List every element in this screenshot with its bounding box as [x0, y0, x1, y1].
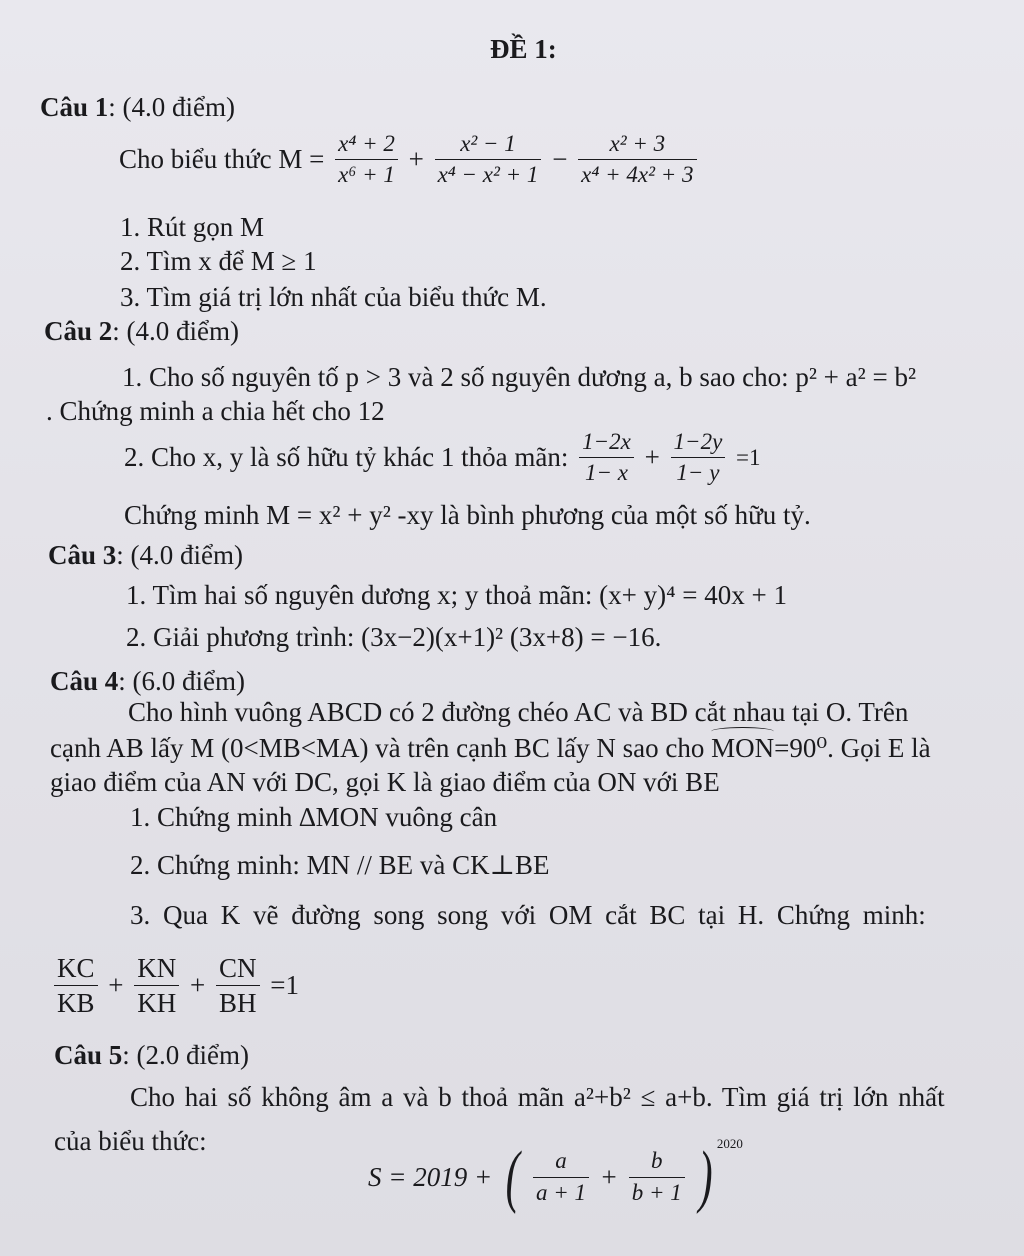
q2-item-2-text: 2. Cho x, y là số hữu tỷ khác 1 thỏa mãn: [124, 442, 569, 473]
q4-ratio-cn-bh: $\frac{CN}{BH}$ [216, 954, 260, 1018]
q2-fraction-a: $\frac{1-2x}{1- x}$ [579, 430, 634, 485]
q2-item-2: 2. Cho x, y là số hữu tỷ khác 1 thỏa mãn: $\frac{1-2x}{1- x}$ + $\frac{1-2y}{1- y}$ =1 [124, 429, 761, 486]
q5-points: : (2.0 điểm) [122, 1040, 249, 1070]
q2-fraction-b: $\frac{1-2y}{1- y}$ [671, 430, 726, 485]
q4-heading [50, 666, 245, 697]
q2-eq-tail: =1 [736, 444, 761, 470]
q3-item-1: 1. Tìm hai số nguyên dương x; y thoả mãn: (x+ y)⁴ = 40x + 1 [126, 580, 787, 610]
q4-angle-mon: MON [711, 733, 775, 763]
q2-points: : (4.0 điểm) [112, 316, 239, 346]
q1-intro: Cho biểu thức M = [119, 144, 325, 175]
q3-item-2: 2. Giải phương trình: (3x−2)(x+1)² (3x+8) = −16. [126, 622, 662, 652]
q1-expression: Cho biểu thức M = $\frac{\text{x⁴ + 2}}{\text{x⁶ + 1}}$ + $\frac{\text{x² − 1}}{\text{x⁴ − x² + 1}}$ − $\frac{\text{x² + 3}}{\text{x⁴ + 4x² + 3}}$ [117, 132, 699, 187]
q4-points: : (6.0 điểm) [118, 666, 245, 696]
q4-line-3: giao điểm của AN với DC, gọi K là giao điểm của ON với BE [50, 767, 720, 797]
q5-expression: S = 2019 + ( $\frac{a}{a + 1}$ + $\frac{b}{b + 1}$ ) $^{2020}$ [368, 1136, 743, 1215]
q4-ratio-equation: $\frac{KC}{KB}$ + $\frac{KN}{KH}$ + $\frac{CN}{BH}$ =1 [52, 954, 301, 1018]
q1-fraction-2: $\frac{\text{x² − 1}}{\text{x⁴ − x² + 1}}$ [435, 132, 542, 187]
q4-ratio-kn-kh: $\frac{KN}{KH}$ [134, 954, 179, 1018]
q2-label: Câu 2 [44, 316, 113, 346]
q4-line-2a: cạnh AB lấy M (0<MB<MA) và trên cạnh BC lấy N sao cho [50, 733, 705, 763]
q3-points: : (4.0 điểm) [116, 540, 243, 570]
q4-item-1: 1. Chứng minh ∆MON vuông cân [130, 802, 498, 832]
page-title: ĐỀ 1: [490, 34, 557, 64]
q4-line-1: Cho hình vuông ABCD có 2 đường chéo AC và BD cắt nhau tại O. Trên [128, 697, 909, 727]
q5-exponent: 2020 [716, 1136, 743, 1151]
q1-label: Câu 1 [40, 92, 109, 122]
q5-fraction-a: $\frac{a}{a + 1}$ [533, 1149, 589, 1204]
q2-item-1-cont: . Chứng minh a chia hết cho 12 [46, 396, 385, 426]
q5-heading [54, 1040, 249, 1071]
q1-item-1: 1. Rút gọn M [120, 212, 265, 242]
q1-item-3: 3. Tìm giá trị lớn nhất của biểu thức M. [120, 282, 547, 312]
q5-label: Câu 5 [54, 1040, 123, 1070]
q4-ratio-kc-kb: $\frac{KC}{KB}$ [54, 954, 98, 1018]
q1-item-2: 2. Tìm x để M ≥ 1 [120, 246, 317, 276]
q3-label: Câu 3 [48, 540, 117, 570]
q1-fraction-1: $\frac{\text{x⁴ + 2}}{\text{x⁶ + 1}}$ [335, 132, 398, 187]
q3-heading [48, 540, 243, 571]
q5-line-2: của biểu thức: [54, 1126, 207, 1156]
q2-item-2-cont: Chứng minh M = x² + y² -xy là bình phương của một số hữu tỷ. [124, 500, 811, 530]
q5-s-lhs: S = 2019 + [368, 1161, 493, 1192]
q5-line-1: Cho hai số không âm a và b thoả mãn a²+b² ≤ a+b. Tìm giá trị lớn nhất [130, 1082, 945, 1112]
q4-item-2: 2. Chứng minh: MN // BE và CK⊥BE [130, 850, 550, 880]
q4-line-2 [50, 733, 931, 764]
q5-fraction-b: $\frac{b}{b + 1}$ [629, 1149, 685, 1204]
q1-heading [40, 92, 235, 123]
q4-line-2b: =90⁰. Gọi E là [774, 733, 931, 763]
q2-item-1: 1. Cho số nguyên tố p > 3 và 2 số nguyên dương a, b sao cho: p² + a² = b² [122, 362, 917, 392]
q2-heading [44, 316, 239, 347]
q1-points: : (4.0 điểm) [108, 92, 235, 122]
q4-ratio-tail: =1 [270, 970, 299, 1001]
q4-item-3: 3. Qua K vẽ đường song song với OM cắt BC tại H. Chứng minh: [130, 900, 926, 930]
q1-fraction-3: $\frac{\text{x² + 3}}{\text{x⁴ + 4x² + 3}}$ [578, 132, 696, 187]
q4-label: Câu 4 [50, 666, 119, 696]
